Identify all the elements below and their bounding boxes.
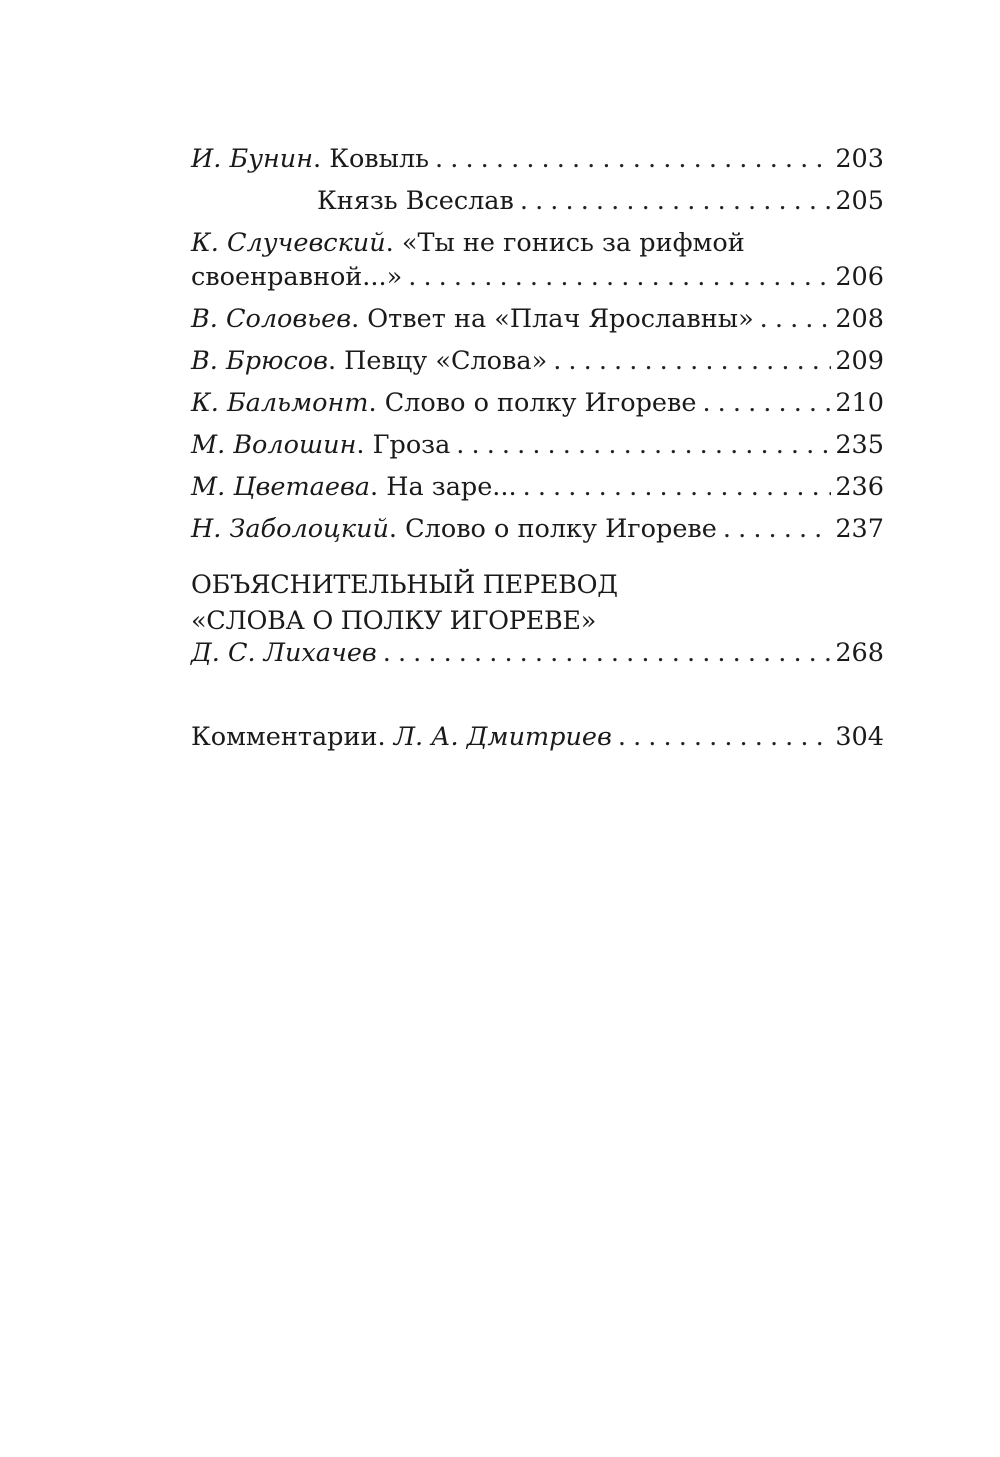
entry-page: 236 (835, 472, 884, 502)
toc-entry[interactable] (191, 186, 884, 222)
toc-entry-line1[interactable]: К. Случевский. «Ты не гонись за рифмой (191, 228, 745, 258)
leader-dots (435, 144, 831, 174)
entry-title: Князь Всеслав (317, 186, 514, 216)
toc-entry[interactable] (191, 722, 884, 758)
leader-dots (523, 472, 832, 502)
entry-page: 210 (835, 388, 884, 418)
entry-title: Слово о полку Игореве (405, 514, 717, 544)
toc-entry[interactable] (191, 638, 884, 674)
leader-dots (383, 638, 832, 668)
entry-page: 268 (835, 638, 884, 668)
entry-title: На заре... (386, 472, 517, 502)
toc-entry[interactable]: М. Цветаева. На заре... . . . 236 (191, 472, 884, 508)
toc-entry[interactable]: В. Брюсов. Певцу «Слова» . . . 209 (191, 346, 884, 382)
leader-dots (618, 722, 831, 752)
entry-page: 205 (835, 186, 884, 216)
leader-dots (520, 186, 831, 216)
leader-dots (408, 262, 831, 292)
entry-author: И. Бунин (191, 144, 313, 174)
entry-title-line1: «Ты не гонись за рифмой (401, 228, 745, 258)
leader-dots (760, 304, 832, 334)
entry-author: М. Волошин (191, 430, 357, 460)
toc-entry[interactable] (191, 262, 884, 298)
entry-author: В. Соловьев (191, 304, 352, 334)
entry-page: 203 (835, 144, 884, 174)
toc-entry[interactable]: Н. Заболоцкий. Слово о полку Игореве . . . 237 (191, 514, 884, 550)
entry-page: 209 (835, 346, 884, 376)
entry-author: В. Брюсов (191, 346, 328, 376)
entry-page: 235 (835, 430, 884, 460)
entry-title: Гроза (372, 430, 451, 460)
leader-dots (702, 388, 831, 418)
entry-author: К. Случевский (191, 228, 386, 258)
leader-dots (553, 346, 831, 376)
entry-author: Д. С. Лихачев (191, 638, 377, 668)
toc-entry[interactable]: В. Соловьев. Ответ на «Плач Ярославны» . . . 208 (191, 304, 884, 340)
entry-author: К. Бальмонт (191, 388, 369, 418)
entry-page: 304 (835, 722, 884, 752)
entry-author: М. Цветаева (191, 472, 371, 502)
toc-entry[interactable]: К. Бальмонт. Слово о полку Игореве . . . 210 (191, 388, 884, 424)
entry-page: 237 (835, 514, 884, 544)
entry-title: Ковыль (329, 144, 430, 174)
section-heading: ОБЪЯСНИТЕЛЬНЫЙ ПЕРЕВОД (191, 570, 618, 600)
leader-dots (723, 514, 831, 544)
section-heading: «СЛОВА О ПОЛКУ ИГОРЕВЕ» (191, 606, 597, 636)
entry-author: Н. Заболоцкий (191, 514, 389, 544)
entry-page: 206 (835, 262, 884, 292)
entry-title: Комментарии. (191, 722, 386, 752)
toc-entry[interactable]: М. Волошин. Гроза . . . 235 (191, 430, 884, 466)
entry-page: 208 (835, 304, 884, 334)
entry-title: Слово о полку Игореве (384, 388, 697, 418)
entry-title: Певцу «Слова» (344, 346, 548, 376)
toc-entry[interactable]: И. Бунин. Ковыль . . . 203 (191, 144, 884, 180)
leader-dots (456, 430, 831, 460)
entry-title: своенравной...» (191, 262, 403, 292)
section-heading-line2 (191, 606, 884, 642)
entry-author: Л. А. Дмитриев (393, 722, 612, 752)
entry-title: Ответ на «Плач Ярославны» (367, 304, 754, 334)
section-heading-line1 (191, 570, 884, 606)
